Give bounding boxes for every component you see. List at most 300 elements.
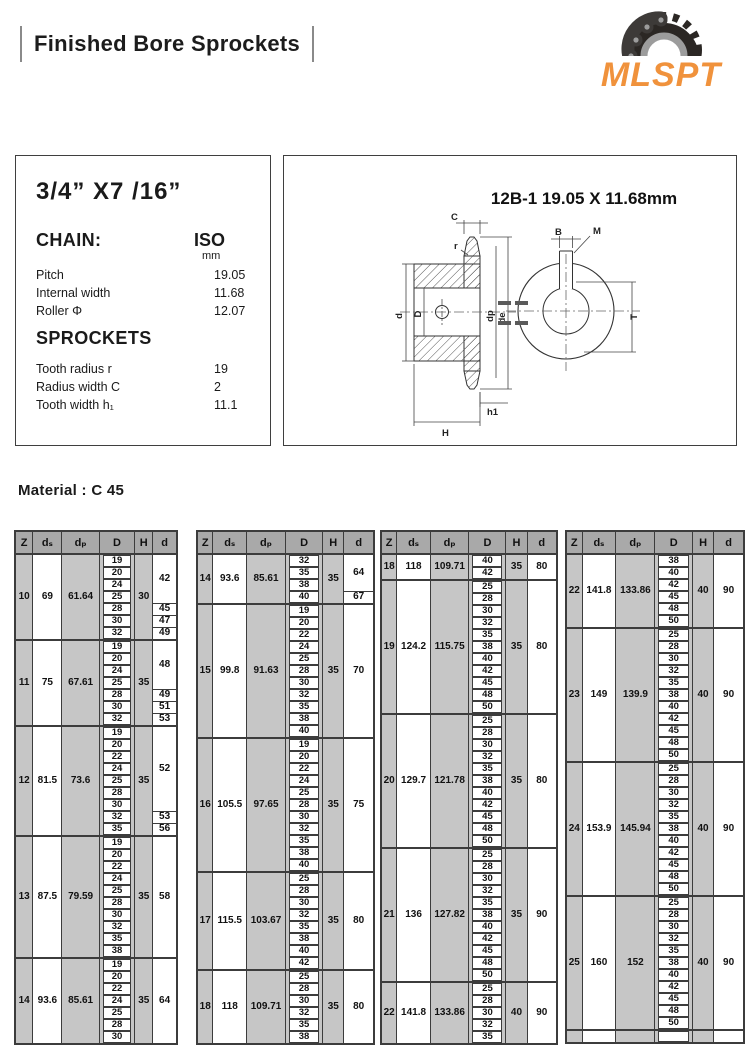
spec-row-tooth-radius — [36, 362, 260, 376]
cell-cds: 115.5 — [213, 872, 247, 970]
cell-bore — [99, 579, 135, 591]
bore-value: 19 — [103, 959, 132, 971]
column-header-2: dₚ — [430, 531, 469, 554]
cell-bore — [655, 1030, 692, 1043]
bore-value: 28 — [289, 799, 319, 811]
cell-cd: 80 — [527, 554, 557, 580]
column-header-4: H — [692, 531, 713, 554]
bore-value: 40 — [289, 725, 319, 737]
cell-cd: 49 — [153, 627, 177, 640]
cell-bore — [655, 554, 692, 567]
bore-value: 20 — [103, 739, 132, 751]
bore-value: 35 — [289, 835, 319, 847]
cell-cd: 49 — [153, 689, 177, 701]
bore-value: 38 — [658, 957, 688, 969]
cell-bore — [469, 982, 506, 995]
cell-bore — [655, 653, 692, 665]
cell-bore — [99, 554, 135, 567]
bore-value: 42 — [472, 665, 502, 677]
svg-text:D: D — [413, 310, 424, 318]
spec-row-internal-width — [36, 286, 260, 300]
cell-cz: 17 — [197, 872, 213, 970]
chain-size: 3/4” X7 /16” — [36, 178, 182, 205]
bore-value: 20 — [103, 849, 132, 861]
bore-value: 32 — [289, 1007, 319, 1019]
bore-value: 35 — [103, 823, 132, 835]
bore-value: 24 — [103, 995, 132, 1007]
bore-value: 30 — [103, 909, 132, 921]
spec-row-roller — [36, 304, 260, 318]
bore-value: 25 — [472, 983, 502, 995]
bore-value: 19 — [289, 605, 319, 617]
data-table — [565, 530, 745, 1044]
cell-bore — [285, 945, 322, 957]
bore-value: 22 — [289, 763, 319, 775]
cell-bore — [99, 713, 135, 726]
cell-bore — [285, 1031, 322, 1044]
cell-bore — [655, 993, 692, 1005]
cell-cz: 25 — [566, 896, 582, 1030]
cell-bore — [469, 995, 506, 1007]
bore-value: 30 — [472, 873, 502, 885]
cell-bore — [469, 1019, 506, 1031]
bore-value: 45 — [658, 591, 688, 603]
bore-value: 50 — [658, 1017, 688, 1029]
bore-value: 35 — [289, 1019, 319, 1031]
bore-value: 28 — [103, 897, 132, 909]
cell-bore — [655, 811, 692, 823]
cell-bore — [655, 689, 692, 701]
cell-bore — [469, 677, 506, 689]
bore-value: 38 — [658, 823, 688, 835]
cell-cz: 22 — [381, 982, 397, 1044]
bore-value: 45 — [658, 725, 688, 737]
cell-bore — [285, 713, 322, 725]
svg-text:M: M — [593, 226, 601, 237]
cell-bore — [99, 1031, 135, 1044]
bore-value: 30 — [658, 653, 688, 665]
cell-bore — [99, 823, 135, 836]
bore-value: 28 — [472, 727, 502, 739]
cell-cd: 90 — [527, 982, 557, 1044]
bore-value: 32 — [658, 933, 688, 945]
cell-bore — [99, 751, 135, 763]
cell-bore — [469, 945, 506, 957]
bore-value: 35 — [472, 897, 502, 909]
cell-bore — [285, 591, 322, 604]
cell-bore — [469, 969, 506, 982]
bore-value: 20 — [289, 751, 319, 763]
cell-bore — [285, 970, 322, 983]
cell-bore — [285, 567, 322, 579]
cell-cz: 20 — [381, 714, 397, 848]
cell-cd: 64 — [344, 554, 374, 591]
bore-value: 32 — [472, 617, 502, 629]
spec-label: Tooth width h₁ — [36, 398, 114, 412]
cell-cdp: 61.64 — [62, 554, 99, 640]
bore-value: 40 — [289, 859, 319, 871]
cell-bore — [655, 749, 692, 762]
cell-cdp: 67.61 — [62, 640, 99, 726]
cell-cH: 40 — [692, 628, 713, 762]
cell-bore — [469, 665, 506, 677]
spec-label: Tooth radius r — [36, 362, 112, 376]
cell-cd: 90 — [714, 628, 744, 762]
bore-value: 48 — [472, 823, 502, 835]
column-header-3: D — [469, 531, 506, 554]
bore-value: 30 — [472, 739, 502, 751]
cell-bore — [99, 665, 135, 677]
bore-value: 30 — [658, 921, 688, 933]
bore-value: 25 — [103, 591, 132, 603]
column-header-5: d — [153, 531, 177, 554]
cell-cdp: 97.65 — [247, 738, 286, 872]
bore-value: 25 — [289, 971, 319, 983]
cell-cds: 141.8 — [582, 554, 616, 628]
cell-cd: 53 — [153, 811, 177, 823]
cell-cd: 53 — [153, 713, 177, 726]
cell-bore — [285, 629, 322, 641]
cell-bore — [99, 836, 135, 849]
cell-cz: 14 — [197, 554, 213, 604]
cell-cds: 124.2 — [397, 580, 430, 714]
column-header-1: dₛ — [582, 531, 616, 554]
cell-bore — [655, 896, 692, 909]
cell-bore — [285, 1007, 322, 1019]
cell-bore — [469, 554, 506, 567]
bore-value: 30 — [289, 677, 319, 689]
bore-value: 32 — [472, 751, 502, 763]
cell-bore — [655, 957, 692, 969]
cell-cH: 35 — [135, 640, 153, 726]
bore-value: 38 — [472, 775, 502, 787]
bore-value: 40 — [289, 591, 319, 603]
cell-bore — [655, 787, 692, 799]
bore-value: 25 — [658, 629, 688, 641]
cell-bore — [99, 861, 135, 873]
bore-value: 40 — [472, 921, 502, 933]
bore-value: 20 — [289, 617, 319, 629]
bore-value: 19 — [103, 555, 132, 567]
bore-value: 32 — [103, 713, 132, 725]
spec-label: Pitch — [36, 268, 64, 282]
cell-bore — [99, 701, 135, 713]
cell-cdp: 152 — [616, 896, 655, 1030]
cell-bore — [285, 677, 322, 689]
cell-cdp: 109.71 — [247, 970, 286, 1044]
cell-bore — [469, 787, 506, 799]
cell-cd: 58 — [153, 836, 177, 958]
material-label: Material : C 45 — [18, 482, 125, 499]
cell-bore — [655, 701, 692, 713]
cell-bore — [285, 897, 322, 909]
cell-cdp — [616, 1030, 655, 1043]
cell-cds: 105.5 — [213, 738, 247, 872]
cell-cz: 15 — [197, 604, 213, 738]
spec-row-tooth-width — [36, 398, 260, 412]
cell-bore — [99, 689, 135, 701]
cell-bore — [655, 567, 692, 579]
cell-bore — [469, 763, 506, 775]
cell-cH: 40 — [692, 896, 713, 1030]
bore-value: 24 — [103, 873, 132, 885]
cell-bore — [469, 714, 506, 727]
unit-system: ISO — [194, 230, 226, 250]
bore-value: 28 — [658, 641, 688, 653]
cell-bore — [99, 933, 135, 945]
drawing-title: 12B-1 19.05 X 11.68mm — [490, 189, 678, 208]
bore-value: 25 — [289, 873, 319, 885]
svg-text:dp: dp — [485, 310, 496, 322]
cell-bore — [285, 653, 322, 665]
cell-cH: 40 — [692, 762, 713, 896]
cell-bore — [655, 1005, 692, 1017]
cell-bore — [99, 567, 135, 579]
cell-bore — [469, 751, 506, 763]
cell-cz: 23 — [566, 628, 582, 762]
column-header-0: Z — [566, 531, 582, 554]
cell-bore — [285, 995, 322, 1007]
bore-value: 38 — [289, 713, 319, 725]
bore-value: 48 — [658, 871, 688, 883]
cell-cdp: 115.75 — [430, 580, 469, 714]
spec-row-pitch — [36, 268, 260, 282]
cell-cd: 56 — [153, 823, 177, 836]
cell-bore — [655, 591, 692, 603]
cell-bore — [655, 775, 692, 787]
cell-cds: 69 — [33, 554, 62, 640]
cell-cH: 35 — [506, 848, 527, 982]
bore-value: 25 — [103, 885, 132, 897]
cell-cH: 35 — [323, 604, 344, 738]
bore-value: 42 — [472, 567, 502, 579]
spec-value: 11.1 — [214, 398, 238, 412]
cell-cH: 35 — [135, 836, 153, 958]
cell-bore — [655, 969, 692, 981]
column-header-0: Z — [381, 531, 397, 554]
cell-cd: 90 — [527, 848, 557, 982]
bore-value: 25 — [103, 677, 132, 689]
cell-cH: 30 — [135, 554, 153, 640]
cell-bore — [655, 883, 692, 896]
cell-bore — [469, 811, 506, 823]
bore-value: 25 — [472, 581, 502, 593]
bore-value: 45 — [472, 945, 502, 957]
cell-cd: 90 — [714, 762, 744, 896]
cell-bore — [655, 762, 692, 775]
cell-bore — [469, 727, 506, 739]
cell-cds: 129.7 — [397, 714, 430, 848]
bore-value: 30 — [289, 811, 319, 823]
cell-cds: 118 — [397, 554, 430, 580]
cell-bore — [655, 603, 692, 615]
cell-cds: 75 — [33, 640, 62, 726]
technical-drawing-box — [283, 155, 737, 446]
cell-cd: 67 — [344, 591, 374, 604]
cell-bore — [285, 689, 322, 701]
column-header-2: dₚ — [247, 531, 286, 554]
svg-text:H: H — [442, 428, 449, 439]
bore-value: 32 — [289, 555, 319, 567]
cell-bore — [469, 909, 506, 921]
cell-cH: 35 — [323, 970, 344, 1044]
bore-value: 38 — [472, 909, 502, 921]
cell-cH: 35 — [135, 726, 153, 836]
cell-cdp: 85.61 — [247, 554, 286, 604]
cell-bore — [285, 763, 322, 775]
cell-cds: 99.8 — [213, 604, 247, 738]
cell-cd: 52 — [153, 726, 177, 811]
bore-value: 24 — [103, 579, 132, 591]
cell-bore — [285, 957, 322, 970]
spec-row-radius-width — [36, 380, 260, 394]
sprocket-table-1 — [14, 530, 178, 1045]
bore-value: 40 — [658, 835, 688, 847]
bore-value: 30 — [103, 1031, 132, 1043]
logo-text: MLSPT — [600, 56, 722, 94]
cell-bore — [285, 885, 322, 897]
bore-value: 30 — [472, 605, 502, 617]
cell-cd: 42 — [153, 554, 177, 603]
cell-cdp: 127.82 — [430, 848, 469, 982]
cell-cds: 118 — [213, 970, 247, 1044]
bore-value: 22 — [103, 751, 132, 763]
bore-value: 45 — [472, 811, 502, 823]
cell-bore — [655, 628, 692, 641]
bore-value: 24 — [289, 775, 319, 787]
cell-bore — [99, 653, 135, 665]
bore-value: 30 — [658, 787, 688, 799]
cell-cH: 35 — [506, 714, 527, 848]
bore-value: 30 — [103, 615, 132, 627]
bore-value: 28 — [658, 775, 688, 787]
bore-value: 20 — [103, 567, 132, 579]
cell-bore — [469, 629, 506, 641]
data-table — [14, 530, 178, 1045]
bore-value: 38 — [658, 555, 688, 567]
unit-mm: mm — [202, 250, 221, 262]
cell-bore — [469, 567, 506, 580]
svg-text:r: r — [454, 241, 458, 252]
cell-cds — [582, 1030, 616, 1043]
bore-value: 50 — [472, 835, 502, 847]
bore-value: 30 — [103, 799, 132, 811]
cell-bore — [99, 873, 135, 885]
cell-bore — [99, 897, 135, 909]
cell-cd: 64 — [153, 958, 177, 1044]
column-header-0: Z — [15, 531, 33, 554]
bore-value: 32 — [103, 811, 132, 823]
cell-cdp: 139.9 — [616, 628, 655, 762]
cell-bore — [285, 751, 322, 763]
bore-value: 35 — [658, 945, 688, 957]
bore-value: 30 — [289, 995, 319, 1007]
bore-value: 19 — [103, 641, 132, 653]
cell-cds: 81.5 — [33, 726, 62, 836]
cell-bore — [655, 847, 692, 859]
cell-bore — [285, 579, 322, 591]
bore-value: 42 — [658, 847, 688, 859]
bore-value: 32 — [103, 627, 132, 639]
svg-text:T: T — [629, 314, 640, 320]
bore-value: 40 — [658, 969, 688, 981]
cell-cd: 47 — [153, 615, 177, 627]
cell-cdp: 145.94 — [616, 762, 655, 896]
spec-value: 12.07 — [214, 304, 246, 318]
cell-bore — [285, 835, 322, 847]
bore-value: 28 — [472, 861, 502, 873]
cell-cz: 18 — [381, 554, 397, 580]
cell-bore — [285, 823, 322, 835]
bore-value: 45 — [472, 677, 502, 689]
column-header-3: D — [285, 531, 322, 554]
cell-cd: 48 — [153, 640, 177, 689]
bore-value: 35 — [472, 629, 502, 641]
cell-bore — [285, 811, 322, 823]
cell-bore — [469, 701, 506, 714]
bore-value: 32 — [289, 909, 319, 921]
cell-bore — [99, 971, 135, 983]
cell-bore — [469, 957, 506, 969]
bore-value: 25 — [658, 897, 688, 909]
cell-bore — [655, 921, 692, 933]
bore-value: 50 — [472, 701, 502, 713]
bore-value: 40 — [289, 945, 319, 957]
cell-bore — [469, 593, 506, 605]
bore-value: 28 — [103, 689, 132, 701]
cell-bore — [285, 701, 322, 713]
bore-value: 42 — [658, 981, 688, 993]
cell-cH: 35 — [323, 872, 344, 970]
cell-cz: 18 — [197, 970, 213, 1044]
cell-cds: 141.8 — [397, 982, 430, 1044]
sprockets-heading: SPROCKETS — [36, 328, 152, 348]
cell-bore — [99, 739, 135, 751]
cell-cd: 51 — [153, 701, 177, 713]
bore-value: 35 — [658, 677, 688, 689]
bore-value: 28 — [289, 665, 319, 677]
bore-value: 50 — [658, 749, 688, 761]
sprocket-drawing — [284, 156, 736, 445]
cell-cz: 22 — [566, 554, 582, 628]
cell-bore — [469, 823, 506, 835]
cell-bore — [469, 775, 506, 787]
cell-bore — [285, 799, 322, 811]
cell-bore — [469, 921, 506, 933]
bore-value: 24 — [289, 641, 319, 653]
cell-cz: 16 — [197, 738, 213, 872]
cell-cz: 21 — [381, 848, 397, 982]
cell-cz: 14 — [15, 958, 33, 1044]
cell-bore — [285, 872, 322, 885]
column-header-0: Z — [197, 531, 213, 554]
cell-cdp: 133.86 — [430, 982, 469, 1044]
bore-value: 48 — [658, 603, 688, 615]
cell-bore — [469, 605, 506, 617]
bore-value: 32 — [289, 689, 319, 701]
cell-cdp: 103.67 — [247, 872, 286, 970]
cell-bore — [99, 640, 135, 653]
cell-bore — [285, 847, 322, 859]
bore-value: 35 — [472, 763, 502, 775]
cell-bore — [99, 1019, 135, 1031]
header — [20, 26, 314, 62]
bore-value: 32 — [472, 885, 502, 897]
column-header-1: dₛ — [397, 531, 430, 554]
column-header-5: d — [527, 531, 557, 554]
bore-value: 28 — [289, 983, 319, 995]
cell-cdp: 91.63 — [247, 604, 286, 738]
